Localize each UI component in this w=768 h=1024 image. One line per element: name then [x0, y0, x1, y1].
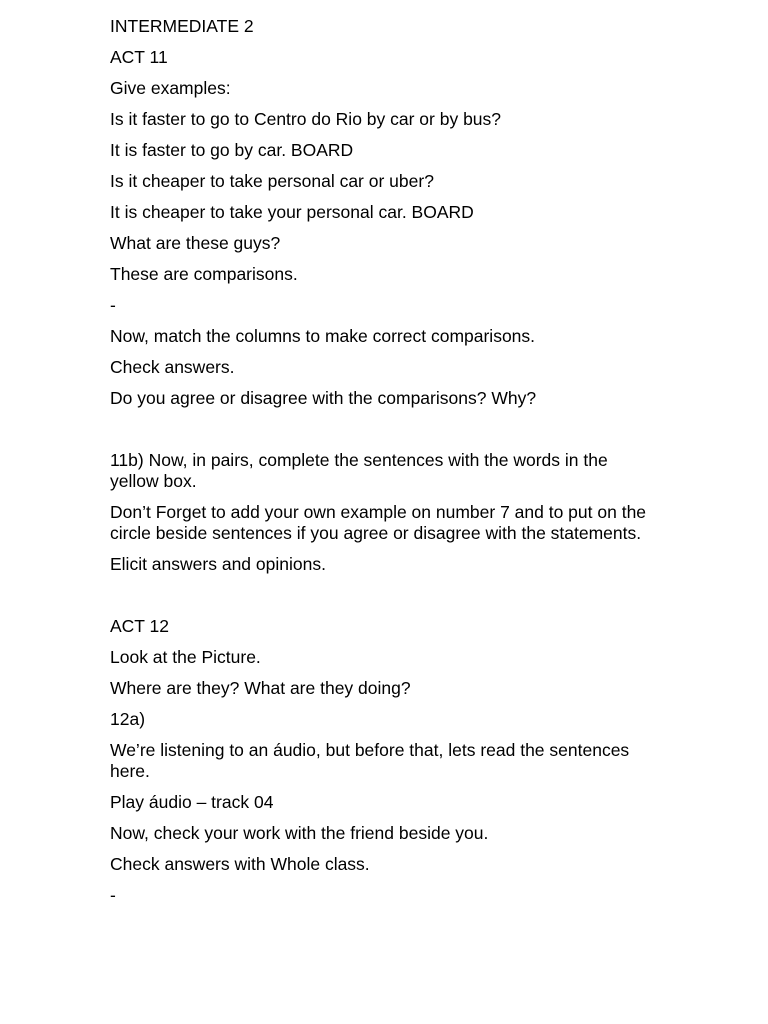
instruction-line: Do you agree or disagree with the comparisons? Why? [110, 388, 537, 408]
instruction-line: What are these guys? [110, 233, 281, 253]
section-heading-act11: ACT 11 [110, 47, 168, 67]
section-spacer [110, 419, 655, 450]
section-heading-12a: 12a) [110, 709, 146, 729]
separator-dash: - [110, 295, 116, 315]
instruction-line: These are comparisons. [110, 264, 298, 284]
section-spacer [110, 585, 655, 616]
separator-dash: - [110, 885, 116, 905]
example-question: Is it faster to go to Centro do Rio by car or by bus? [110, 109, 502, 129]
section-heading-act12: ACT 12 [110, 616, 170, 636]
doc-title: INTERMEDIATE 2 [110, 16, 254, 36]
example-question: Is it cheaper to take personal car or uber? [110, 171, 434, 191]
instruction-line: Check answers. [110, 357, 235, 377]
section-heading-11b: 11b) Now, in pairs, complete the sentences with the words in the yellow box. [110, 450, 608, 491]
instruction-line: Give examples: [110, 78, 231, 98]
instruction-line: Now, match the columns to make correct comparisons. [110, 326, 536, 346]
instruction-line: Play áudio – track 04 [110, 792, 274, 812]
instruction-line: Where are they? What are they doing? [110, 678, 411, 698]
instruction-line: Look at the Picture. [110, 647, 261, 667]
example-answer: It is faster to go by car. BOARD [110, 140, 354, 160]
instruction-line: Don’t Forget to add your own example on number 7 and to put on the circle beside sentences if you agree or disagree with the statements. [110, 502, 647, 543]
document-page [110, 16, 655, 916]
instruction-line: Now, check your work with the friend beside you. [110, 823, 489, 843]
example-answer: It is cheaper to take your personal car. BOARD [110, 202, 474, 222]
instruction-line: We’re listening to an áudio, but before that, lets read the sentences here. [110, 740, 630, 781]
instruction-line: Check answers with Whole class. [110, 854, 370, 874]
instruction-line: Elicit answers and opinions. [110, 554, 326, 574]
